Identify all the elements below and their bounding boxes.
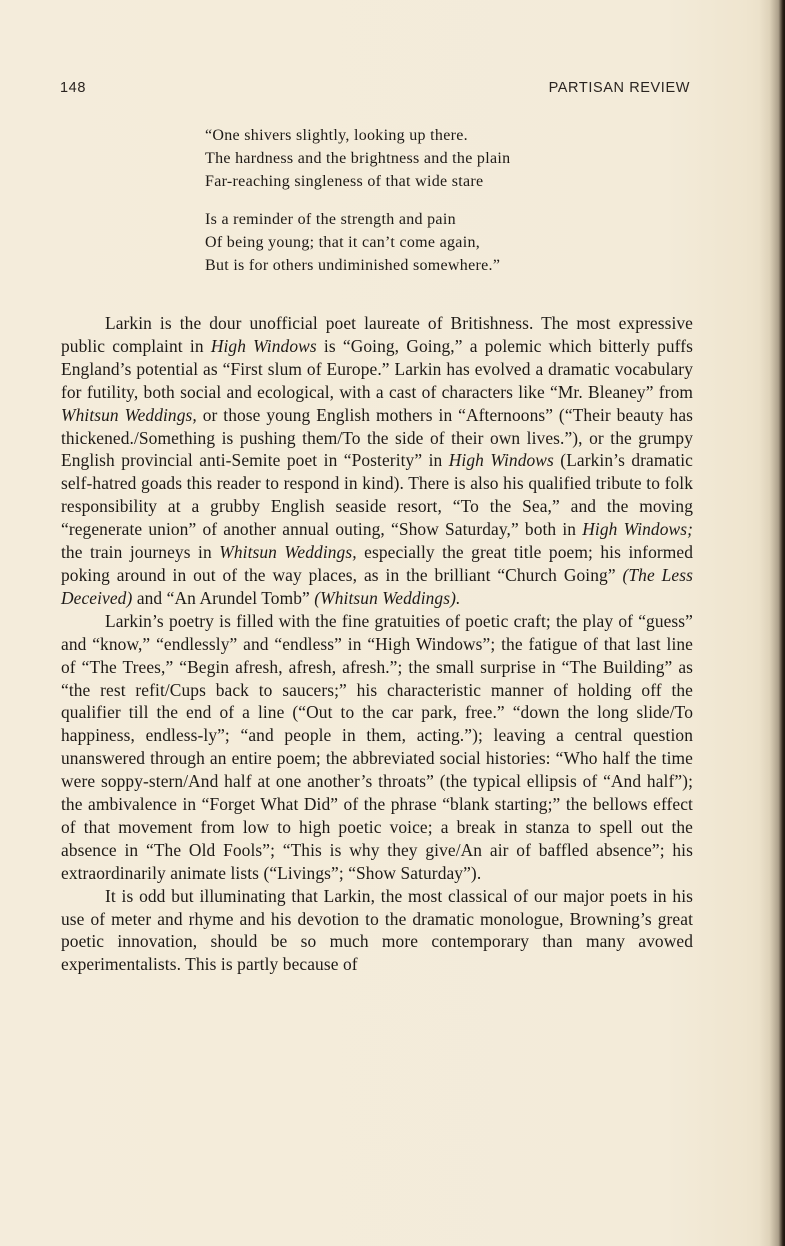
paragraph-2: Larkin’s poetry is filled with the fine gratuities of poetic craft; the play of “guess” and “know,” “endlessly” and “endless” in “High Windows”; the fatigue of that last line of “The Trees,” “Begin afresh, afresh, afresh.”; the small surprise in “The Building” as “the rest refit/Cups back to saucers;” his characteristic manner of holding off the qualifier till the end of a line (“Out to the car park, free.” “down the long slide/To happiness, endless-ly”; “and people in them, acting.”); leaving a central question unanswered through an entire poem; the abbreviated social histories: “Who half the time were soppy-stern/And half at one another’s throats” (the typical ellipsis of “And half”); the ambivalence in “Forget What Did” of the phrase “blank starting;” the bellows effect of that movement from low to high poetic voice; a break in stanza to spell out the absence in “The Old Fools”; “This is why they give/An air of baffled absence”; his extraordinarily animate lists (“Livings”; “Show Saturday”). [61, 610, 693, 883]
poem-line: Is a reminder of the strength and pain [205, 211, 456, 228]
text-run: especially the great title poem; his informed poking around in out of the way places, as in the brilliant “Church Going” [61, 542, 693, 585]
poem-line: But is for others undiminished somewhere.” [205, 257, 501, 274]
paragraph-1 [61, 312, 693, 610]
poem-line: “One shivers slightly, looking up there. [205, 127, 468, 144]
title-italic: Whitsun Weddings, [61, 404, 197, 425]
poem-line: Far-reaching singleness of that wide stare [205, 173, 484, 190]
paragraph-3: It is odd but illuminating that Larkin, the most classical of our major poets in his use of meter and rhyme and his devotion to the dramatic monologue, Browning’s great poetic innovation, should be so much more contemporary than many avowed experimentalists. This is partly because of [61, 885, 693, 975]
text-run: the train journeys in [61, 542, 220, 563]
poem-line: The hardness and the brightness and the plain [205, 150, 511, 167]
poem-line: Of being young; that it can’t come again, [205, 234, 481, 251]
title-italic: (Whitsun Weddings). [314, 587, 461, 608]
text-run: or those young English mothers in “Afternoons” (“Their beauty has thickened./Something is pushing them/To the side of their own lives.”), or the grumpy English provincial anti-Semite poet in “Posterity” in [61, 404, 694, 471]
title-italic: (The Less Deceived) [61, 564, 693, 608]
title-italic: High Windows; [582, 519, 693, 540]
article-body [61, 312, 693, 976]
poem-quotation [205, 124, 625, 292]
title-italic: High Windows [210, 335, 317, 356]
page-gutter-shadow [759, 0, 785, 1246]
running-head: PARTISAN REVIEW [548, 80, 690, 96]
text-run: Larkin is the dour unofficial poet laureate of Britishness. The most expressive public complaint in [61, 313, 693, 356]
page-number: 148 [60, 80, 86, 96]
text-run: (Larkin’s dramatic self-hatred goads this reader to respond in kind). There is also his qualified tribute to folk responsibility at a grubby English seaside resort, “To the Sea,” and the moving “regenerate union” of another annual outing, “Show Saturday,” both in [61, 450, 693, 540]
title-italic: High Windows [448, 450, 554, 471]
poem-stanza-2 [205, 208, 625, 277]
title-italic: Whitsun Weddings, [219, 542, 357, 563]
text-run: is “Going, Going,” a polemic which bitterly puffs England’s potential as “First slum of Europe.” Larkin has evolved a dramatic vocabulary for futility, both social and ecological, with a cast of characters like “Mr. Bleaney” from [61, 335, 693, 402]
text-run: and “An Arundel Tomb” [132, 587, 315, 608]
poem-stanza-1 [205, 124, 625, 193]
